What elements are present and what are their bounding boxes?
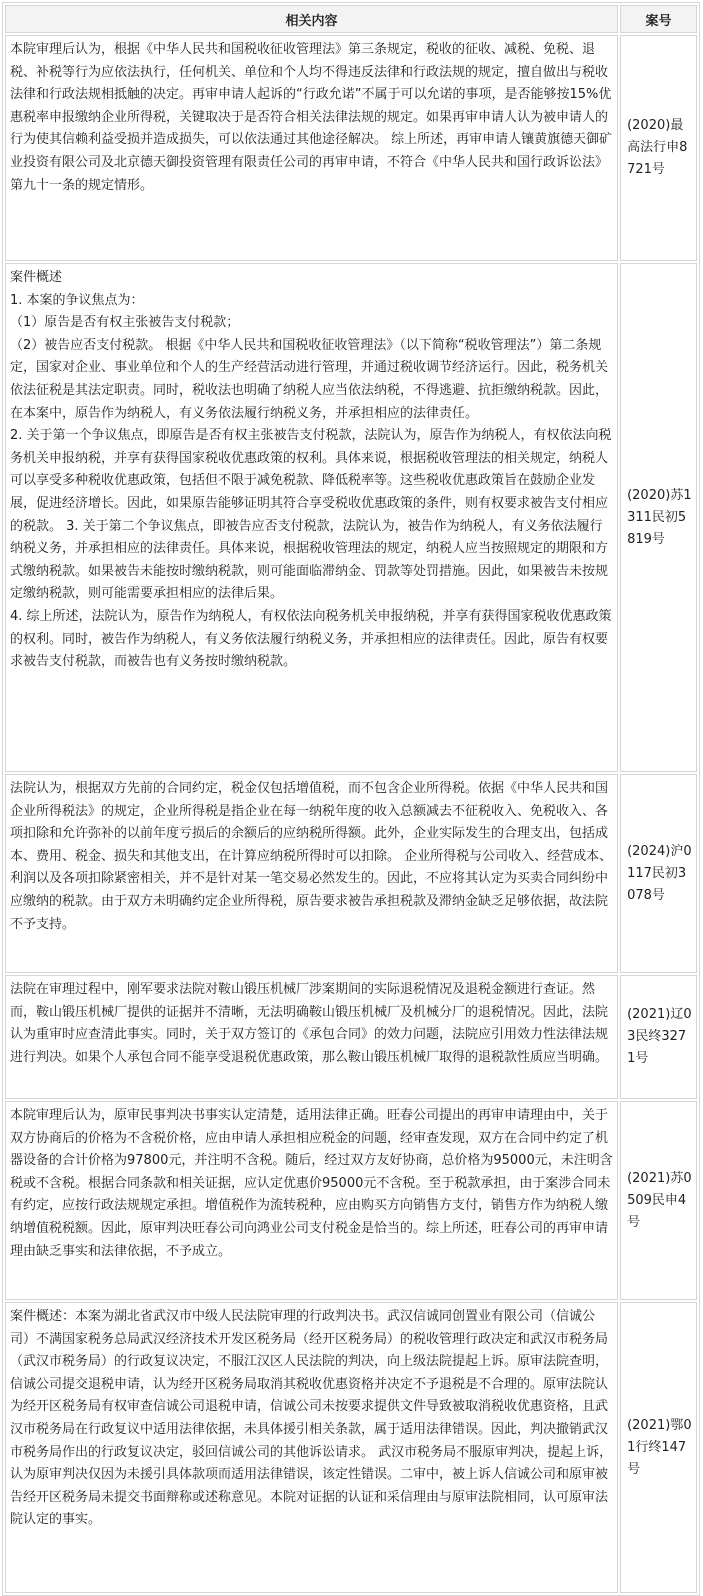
row-content [5, 35, 618, 261]
content-paragraph: 本院审理后认为，根据《中华人民共和国税收征收管理法》第三条规定，税收的征收、减税、免税、退税、补税等行为应依法执行，任何机关、单位和个人均不得违反法律和行政法规的规定，擅自做出与税收法律和行政法规相抵触的决定。再审申请人起诉的“行政允诺”不属于可以允诺的事项，是否能够按15%优惠税率申报缴纳企业所得税，关键取决于是否符合相关法律法规的规定。如果再审申请人认为被申请人的行为使其信赖利益受损并造成损失，可以依法通过其他途径解决。 综上所述，再审申请人镶黄旗德天御矿业投资有限公司及北京德天御投资管理有限责任公司的再审申请，不符合《中华人民共和国行政诉讼法》第九十一条的规定情形。 [10, 42, 613, 193]
cases-table [2, 2, 700, 1596]
case-number: (2020)苏1311民初5819号 [620, 263, 697, 772]
table-row [5, 35, 697, 261]
content-paragraph: 1. 本案的争议焦点为： [10, 292, 144, 308]
column-header-content: 相关内容 [5, 5, 618, 33]
table-row [5, 1302, 697, 1593]
content-paragraph: 法院认为，根据双方先前的合同约定，税金仅包括增值税，而不包含企业所得税。依据《中华人民共和国企业所得税法》的规定，企业所得税是指企业在每一纳税年度的收入总额减去不征税收入、免税收入、各项扣除和允许弥补的以前年度亏损后的余额后的应纳税所得额。此外，企业实际发生的合理支出，包括成本、费用、税金、损失和其他支出，在计算应纳税所得时可以扣除。 企业所得税与公司收入、经营成本、利润以及各项扣除紧密相关，并不是针对某一笔交易必然发生的。因此，不应将其认定为买卖合同纠纷中应缴纳的税款。由于双方未明确约定企业所得税，原告要求被告承担税款及滞纳金缺乏足够依据，故法院不予支持。 [10, 781, 613, 932]
content-paragraph: （1）原告是否有权主张被告支付税款； [10, 315, 240, 331]
table-row [5, 263, 697, 772]
case-number: (2020)最高法行申8721号 [620, 35, 697, 261]
content-paragraph: （2）被告应否支付税款。 根据《中华人民共和国税收征收管理法》（以下简称“税收管理法”）第二条规定，国家对企业、事业单位和个人的生产经营活动进行管理，并通过税收调节经济运行。因此，税务机关依法征税是其法定职责。同时，税收法也明确了纳税人应当依法纳税，不得逃避、抗拒缴纳税款。因此，在本案中，原告作为纳税人，有义务依法履行纳税义务，并承担相应的法律责任。 [10, 337, 609, 421]
case-number: (2021)苏0509民申4号 [620, 1101, 697, 1300]
content-paragraph: 4. 综上所述，法院认为，原告作为纳税人，有权依法向税务机关申报纳税，并享有获得国家税收优惠政策的权利。同时，被告作为纳税人，有义务依法履行纳税义务，并承担相应的法律责任。因此，原告有权要求被告支付税款，而被告也有义务按时缴纳税款。 [10, 608, 612, 670]
row-content [5, 975, 618, 1099]
column-header-case-number: 案号 [620, 5, 697, 33]
row-content [5, 1101, 618, 1300]
row-content [5, 774, 618, 973]
content-paragraph: 案件概述 [10, 270, 63, 285]
content-paragraph: 2. 关于第一个争议焦点，即原告是否有权主张被告支付税款，法院认为，原告作为纳税人，有权依法向税务机关申报纳税，并享有获得国家税收优惠政策的权利。具体来说，根据税收管理法的相关规定，纳税人可以享受多种税收优惠政策，包括但不限于减免税款、降低税率等。这些税收优惠政策旨在鼓励企业发展，促进经济增长。因此，如果原告能够证明其符合享受税收优惠政策的条件，则有权要求被告支付相应的税款。 3. 关于第二个争议焦点，即被告应否支付税款，法院认为，被告作为纳税人，有义务依法履行纳税义务，并承担相应的法律责任。具体来说，根据税收管理法的规定，纳税人应当按照规定的期限和方式缴纳税款。如果被告未能按时缴纳税款，则可能面临滞纳金、罚款等处罚措施。因此，如果被告未按规定缴纳税款，则可能需要承担相应的法律后果。 [10, 428, 612, 602]
table-row [5, 1101, 697, 1300]
table-row [5, 774, 697, 973]
table-row [5, 975, 697, 1099]
case-number: (2021)辽03民终3271号 [620, 975, 697, 1099]
content-paragraph: 本院审理后认为，原审民事判决书事实认定清楚，适用法律正确。旺春公司提出的再审申请理由中，关于双方协商后的价格为不含税价格，应由申请人承担相应税金的问题，经审查发现，双方在合同中约定了机器设备的合计价格为97800元，并注明不含税。随后，经过双方友好协商，总价格为95000元，未注明含税或不含税。根据合同条款和相关证据，应认定优惠价95000元不含税。至于税款承担，由于案涉合同未有约定，应按行政法规规定承担。增值税作为流转税种，应由购买方向销售方支付，销售方作为纳税人缴纳增值税税额。因此，原审判决旺春公司向鸿业公司支付税金是恰当的。综上所述，旺春公司的再审申请理由缺乏事实和法律依据，不予成立。 [10, 1108, 613, 1259]
row-content [5, 263, 618, 772]
case-number: (2024)沪0117民初3078号 [620, 774, 697, 973]
content-paragraph: 案件概述：本案为湖北省武汉市中级人民法院审理的行政判决书。武汉信诚同创置业有限公司（信诚公司）不满国家税务总局武汉经济技术开发区税务局（经开区税务局）的税收管理行政决定和武汉市税务局（武汉市税务局）的行政复议决定，不服江汉区人民法院的判决，向上级法院提起上诉。原审法院查明，信诚公司提交退税申请，认为经开区税务局取消其税收优惠资格并决定不予退税是不合理的。原审法院认为经开区税务局有权审查信诚公司退税申请，信诚公司未按要求提供文件导致被取消税收优惠资格，且武汉市税务局在行政复议中适用法律依据，未具体援引相关条款，属于适用法律错误。因此，判决撤销武汉市税务局作出的行政复议决定，驳回信诚公司的其他诉讼请求。 武汉市税务局不服原审判决，提起上诉，认为原审判决仅因为未援引具体款项而适用法律错误，该定性错误。二审中，被上诉人信诚公司和原审被告经开区税务局未提交书面辩称或述称意见。本院对证据的认证和采信理由与原审法院相同，认可原审法院认定的事实。 [10, 1309, 613, 1528]
content-paragraph: 法院在审理过程中，刚军要求法院对鞍山锻压机械厂涉案期间的实际退税情况及退税金额进行查证。然而，鞍山锻压机械厂提供的证据并不清晰，无法明确鞍山锻压机械厂及机械分厂的退税情况。因此，法院认为重审时应查清此事实。同时，关于双方签订的《承包合同》的效力问题，法院应引用效力性法律法规进行判决。如果个人承包合同不能享受退税优惠政策，那么鞍山锻压机械厂取得的退税款性质应当明确。 [10, 982, 609, 1065]
row-content [5, 1302, 618, 1593]
case-number: (2021)鄂01行终147号 [620, 1302, 697, 1593]
table-header-row [5, 5, 697, 33]
